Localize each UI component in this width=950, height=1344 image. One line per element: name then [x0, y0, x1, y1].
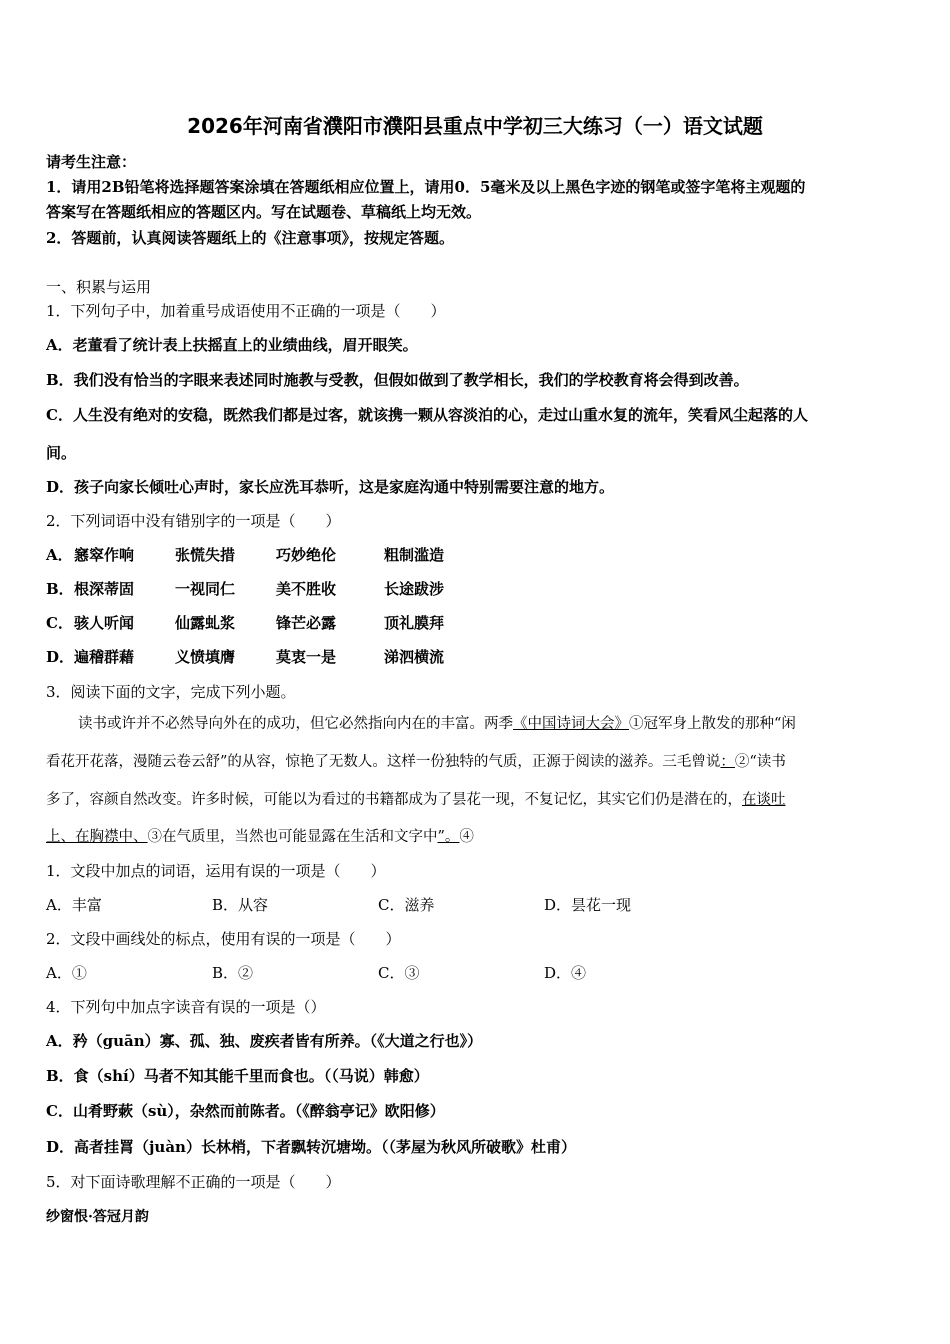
word: 长途跋涉 [384, 580, 445, 598]
word: 仙露虬浆 [175, 614, 236, 632]
option-label: C． [46, 614, 73, 632]
q4-option-a: A．矜（guān）寡、孤、独、废疾者皆有所养。（《大道之行也》） [46, 1032, 483, 1050]
q4-option-d: D．高者挂罥（juàn）长林梢，下者飘转沉塘坳。（（茅屋为秋风所破歌》杜甫） [46, 1138, 576, 1156]
word: 张慌失措 [175, 546, 236, 564]
q2-option-a [46, 545, 444, 565]
passage-underlined: ： [720, 754, 735, 770]
q1-stem: 1．下列句子中，加着重号成语使用不正确的一项是（ ） [46, 302, 446, 320]
word: 锋芒必露 [276, 614, 337, 632]
word: 根深蒂固 [74, 580, 135, 598]
notice-line-2: 2．答题前，认真阅读答题纸上的《注意事项》，按规定答题。 [46, 229, 454, 247]
q3-sub1-options [46, 895, 631, 915]
q2-option-d [46, 647, 444, 667]
passage-underlined: ”。 [437, 829, 460, 845]
q3-sub1-stem: 1．文段中加点的词语，运用有误的一项是（ ） [46, 862, 386, 880]
option: B．② [212, 964, 254, 982]
q1-option-c-line2: 间。 [46, 444, 77, 462]
q1-option-a: A．老董看了统计表上扶摇直上的业绩曲线，眉开眼笑。 [46, 336, 418, 354]
word: 遍稽群藉 [74, 648, 135, 666]
passage-underlined: 上、在胸襟中、 [46, 829, 148, 845]
notice-heading: 请考生注意： [46, 153, 137, 171]
option: C．③ [378, 964, 420, 982]
q4-option-b: B．食（shí）马者不知其能千里而食也。（（马说）韩愈） [46, 1067, 429, 1085]
q1-option-c-line1: C．人生没有绝对的安稳，既然我们都是过客，就该携一颗从容淡泊的心，走过山重水复的流年，笑看风尘起落的人 [46, 406, 808, 424]
passage-underlined: 在谈吐 [742, 792, 786, 808]
notice-line-1a: 1．请用2B铅笔将选择题答案涂填在答题纸相应位置上，请用0．5毫米及以上黑色字迹的钢笔或签字笔将主观题的 [46, 178, 806, 196]
option: C．滋养 [378, 896, 435, 914]
q2-option-b [46, 579, 444, 599]
q4-option-c: C．山肴野蔌（sù），杂然而前陈者。（《醉翁亭记》欧阳修） [46, 1102, 445, 1120]
q1-option-b: B．我们没有恰当的字眼来表述同时施教与受教，但假如做到了教学相长，我们的学校教育将会得到改善。 [46, 371, 749, 389]
passage-line-2 [46, 752, 786, 772]
q3-sub2-options [46, 963, 586, 983]
passage-underlined: 《中国诗词大会》 [513, 716, 629, 732]
passage-text: 读书或许并不必然导向外在的成功，但它必然指向内在的丰富。两季 [78, 716, 513, 732]
option: A．丰富 [46, 896, 102, 914]
section-heading: 一、积累与运用 [46, 278, 152, 296]
word: 美不胜收 [276, 580, 337, 598]
option: D．④ [544, 964, 587, 982]
q3-stem: 3．阅读下面的文字，完成下列小题。 [46, 683, 296, 701]
word: 义愤填膺 [175, 648, 236, 666]
passage-text: ①冠军身上散发的那种“闲 [629, 716, 796, 732]
word: 粗制滥造 [384, 546, 445, 564]
option: D．昙花一现 [544, 896, 632, 914]
q2-option-c [46, 613, 444, 633]
passage-text: ④ [459, 829, 474, 845]
passage-line-3 [46, 790, 786, 810]
passage-text: ③在气质里，当然也可能显露在生活和文字中 [147, 829, 438, 845]
notice-line-1b: 答案写在答题纸相应的答题区内。写在试题卷、草稿纸上均无效。 [46, 203, 482, 221]
option: A．① [46, 964, 87, 982]
option-label: D． [46, 648, 75, 666]
passage-line-1 [78, 714, 796, 734]
passage-text: ②“读书 [734, 754, 786, 770]
q5-stem: 5．对下面诗歌理解不正确的一项是（ ） [46, 1173, 341, 1191]
q4-stem: 4．下列句中加点字读音有误的一项是（） [46, 998, 326, 1016]
word: 一视同仁 [175, 580, 236, 598]
option-label: A． [46, 546, 73, 564]
passage-line-4 [46, 827, 474, 847]
option: B．从容 [212, 896, 269, 914]
word: 涕泗横流 [384, 648, 445, 666]
q3-sub2-stem: 2．文段中画线处的标点，使用有误的一项是（ ） [46, 930, 401, 948]
q1-option-d: D．孩子向家长倾吐心声时，家长应洗耳恭听，这是家庭沟通中特别需要注意的地方。 [46, 478, 615, 496]
passage-text: 多了，容颜自然改变。许多时候，可能以为看过的书籍都成为了昙花一现，不复记忆，其实它们仍是潜在的， [46, 792, 742, 808]
word: 莫衷一是 [276, 648, 337, 666]
page-title: 2026年河南省濮阳市濮阳县重点中学初三大练习（一）语文试题 [187, 114, 763, 138]
word: 骇人听闻 [74, 614, 135, 632]
word: 顶礼膜拜 [384, 614, 445, 632]
passage-text: 看花开花落，漫随云卷云舒”的从容，惊艳了无数人。这样一份独特的气质，正源于阅读的滋养。三毛曾说 [46, 754, 721, 770]
word: 窸窣作响 [74, 546, 135, 564]
word: 巧妙绝伦 [276, 546, 337, 564]
option-label: B． [46, 580, 74, 598]
q2-stem: 2．下列词语中没有错别字的一项是（ ） [46, 512, 341, 530]
poem-title: 纱窗恨·答冠月韵 [46, 1209, 149, 1225]
